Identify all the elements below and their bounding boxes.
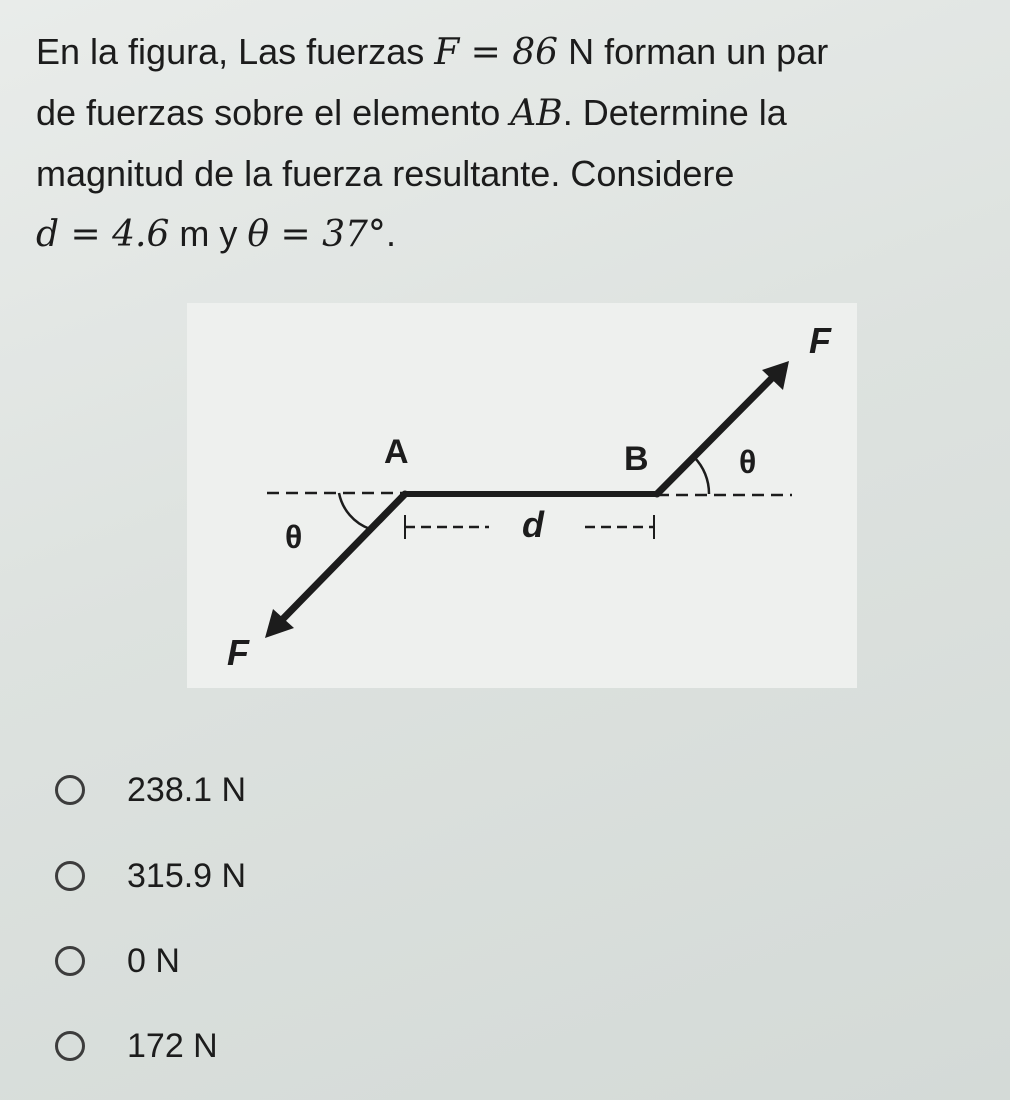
math-element-AB: AB [510,93,563,134]
math-value-theta: 37° [322,214,386,255]
radio-button[interactable] [55,775,85,805]
answer-option[interactable] [52,760,552,820]
radio-button[interactable] [55,861,85,891]
radio-button[interactable] [55,1031,85,1061]
label-theta-right: θ [739,444,757,480]
answer-option[interactable] [52,846,552,906]
question-text [36,22,986,265]
math-value-d: 4.6 [112,214,170,255]
angle-arc-right [694,457,709,494]
math-variable-theta: θ [247,214,270,255]
unit-newton: N [558,31,595,72]
math-equals: = [459,32,513,73]
label-force-top: F [809,320,831,361]
question-text-segment: . Determine la [562,92,787,133]
answer-option-label: 172 N [127,1026,218,1065]
answer-option-label: 315.9 N [127,856,247,895]
label-theta-left: θ [285,519,303,555]
force-arrow-top [657,373,777,494]
math-value-F: 86 [512,32,559,73]
question-text-segment: forman un par [594,31,829,72]
angle-arc-left [339,493,370,529]
math-equals: = [269,214,323,255]
label-point-b: B [624,440,649,478]
answer-option[interactable] [52,931,552,991]
radio-button[interactable] [55,946,85,976]
answer-option-label: 0 N [127,941,180,980]
math-equals: = [59,214,113,255]
question-line-3: magnitud de la fuerza resultante. Considere [36,153,735,194]
question-text-segment: de fuerzas sobre el elemento [36,92,511,133]
answer-option-label: 238.1 N [127,770,247,809]
question-line-2 [36,83,986,144]
label-force-bottom: F [227,632,249,673]
answer-option[interactable] [52,1016,552,1076]
question-line-4 [36,204,986,265]
unit-meter: m y [169,213,248,254]
math-variable-d: d [36,214,60,255]
label-point-a: A [384,433,409,471]
question-text-segment: En la figura, Las fuerzas [36,31,435,72]
label-distance-d: d [522,504,544,545]
force-diagram [187,303,857,688]
force-arrow-bottom [277,494,405,625]
force-diagram-svg [187,303,857,688]
question-line-1 [36,22,986,83]
question-text-segment: . [385,213,396,254]
math-variable-F: F [434,32,460,73]
